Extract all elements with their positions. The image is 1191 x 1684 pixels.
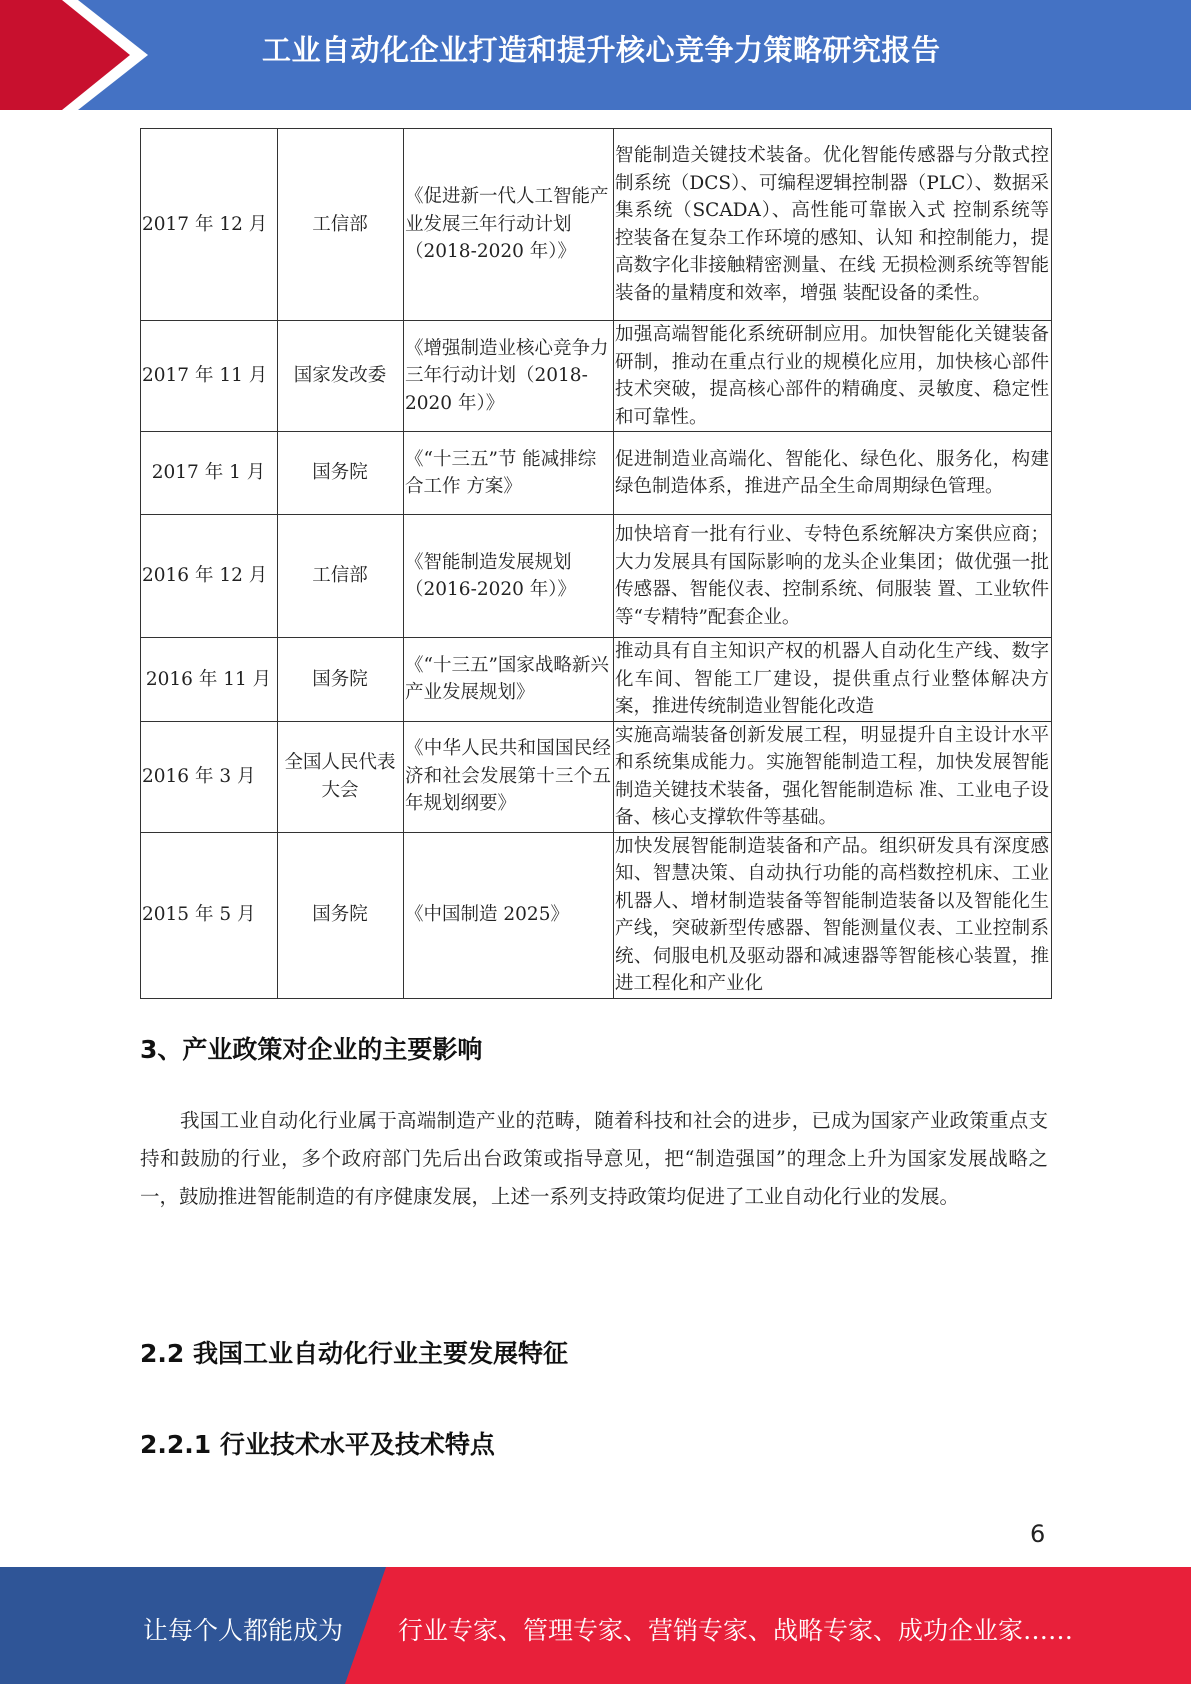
footer-slogan-right: 行业专家、管理专家、营销专家、战略专家、成功企业家…… (398, 1616, 1074, 1645)
policy-name: 《“十三五”国家战略新兴产业发展规划》 (404, 638, 614, 722)
section-heading-policy-impact: 3、产业政策对企业的主要影响 (140, 1035, 483, 1064)
policy-date: 2017 年 1 月 (141, 432, 278, 515)
header-chevron-icon (0, 0, 150, 110)
table-row (141, 638, 1052, 722)
policy-department: 国务院 (278, 638, 404, 722)
policy-content: 加快发展智能制造装备和产品。组织研发具有深度感知、智慧决策、自动执行功能的高档数控机床、工业机器人、增材制造装备等智能制造装备以及智能化生产线，突破新型传感器、智能测量仪表、工业控制系统、伺服电机及驱动器和减速器等智能核心装置，推进工程化和产业化 (614, 832, 1052, 998)
policy-department: 国务院 (278, 832, 404, 998)
policy-date: 2015 年 5 月 (141, 832, 278, 998)
policy-content: 加快培育一批有行业、专特色系统解决方案供应商；大力发展具有国际影响的龙头企业集团；做优强一批传感器、智能仪表、控制系统、伺服装 置、工业软件等“专精特”配套企业。 (614, 515, 1052, 638)
policy-content: 促进制造业高端化、智能化、绿色化、服务化，构建绿色制造体系，推进产品全生命周期绿色管理。 (614, 432, 1052, 515)
policy-department: 工信部 (278, 515, 404, 638)
section-heading-2-2: 2.2 我国工业自动化行业主要发展特征 (140, 1339, 568, 1368)
policy-name: 《中华人民共和国国民经济和社会发展第十三个五年规划纲要》 (404, 721, 614, 832)
report-title: 工业自动化企业打造和提升核心竞争力策略研究报告 (262, 33, 941, 67)
policy-content: 加强高端智能化系统研制应用。加快智能化关键装备研制，推动在重点行业的规模化应用，加快核心部件技术突破，提高核心部件的精确度、灵敏度、稳定性和可靠性。 (614, 321, 1052, 432)
policy-date: 2016 年 3 月 (141, 721, 278, 832)
policy-date: 2017 年 11 月 (141, 321, 278, 432)
policy-name: 《“十三五”节 能减排综合工作 方案》 (404, 432, 614, 515)
policy-date: 2016 年 12 月 (141, 515, 278, 638)
policy-content: 实施高端装备创新发展工程，明显提升自主设计水平和系统集成能力。实施智能制造工程，加快发展智能制造关键技术装备，强化智能制造标 准、工业电子设备、核心支撑软件等基础。 (614, 721, 1052, 832)
page-header (0, 0, 1191, 110)
policy-name: 《增强制造业核心竞争力三年行动计划（2018-2020 年）》 (404, 321, 614, 432)
policy-department: 工信部 (278, 129, 404, 321)
policy-table (140, 128, 1052, 999)
policy-content: 推动具有自主知识产权的机器人自动化生产线、数字化车间、智能工厂建设，提供重点行业整体解决方案，推进传统制造业智能化改造 (614, 638, 1052, 722)
page-footer (0, 1567, 1191, 1684)
policy-department: 全国人民代表大会 (278, 721, 404, 832)
table-row (141, 832, 1052, 998)
policy-date: 2016 年 11 月 (141, 638, 278, 722)
policy-date: 2017 年 12 月 (141, 129, 278, 321)
footer-slogan-left: 让每个人都能成为 (143, 1616, 344, 1645)
policy-content: 智能制造关键技术装备。优化智能传感器与分散式控制系统（DCS）、可编程逻辑控制器（PLC）、数据采集系统（SCADA）、高性能可靠嵌入式 控制系统等控装备在复杂工作环境的感知、认知 和控制能力，提高数字化非接触精密测量、在线 无损检测系统等智能装备的量精度和效率，增强 装配设备的柔性。 (614, 129, 1052, 321)
policy-name: 《促进新一代人工智能产业发展三年行动计划（2018-2020 年）》 (404, 129, 614, 321)
table-row (141, 515, 1052, 638)
table-row (141, 321, 1052, 432)
section-heading-2-2-1: 2.2.1 行业技术水平及技术特点 (140, 1430, 495, 1459)
table-row (141, 721, 1052, 832)
page-number: 6 (1030, 1520, 1046, 1548)
table-row (141, 432, 1052, 515)
policy-name: 《中国制造 2025》 (404, 832, 614, 998)
table-row (141, 129, 1052, 321)
policy-department: 国务院 (278, 432, 404, 515)
policy-name: 《智能制造发展规划（2016-2020 年）》 (404, 515, 614, 638)
policy-impact-paragraph: 我国工业自动化行业属于高端制造产业的范畴，随着科技和社会的进步，已成为国家产业政策重点支持和鼓励的行业，多个政府部门先后出台政策或指导意见，把“制造强国”的理念上升为国家发展战略之一，鼓励推进智能制造的有序健康发展，上述一系列支持政策均促进了工业自动化行业的发展。 (140, 1109, 1048, 1208)
policy-department: 国家发改委 (278, 321, 404, 432)
